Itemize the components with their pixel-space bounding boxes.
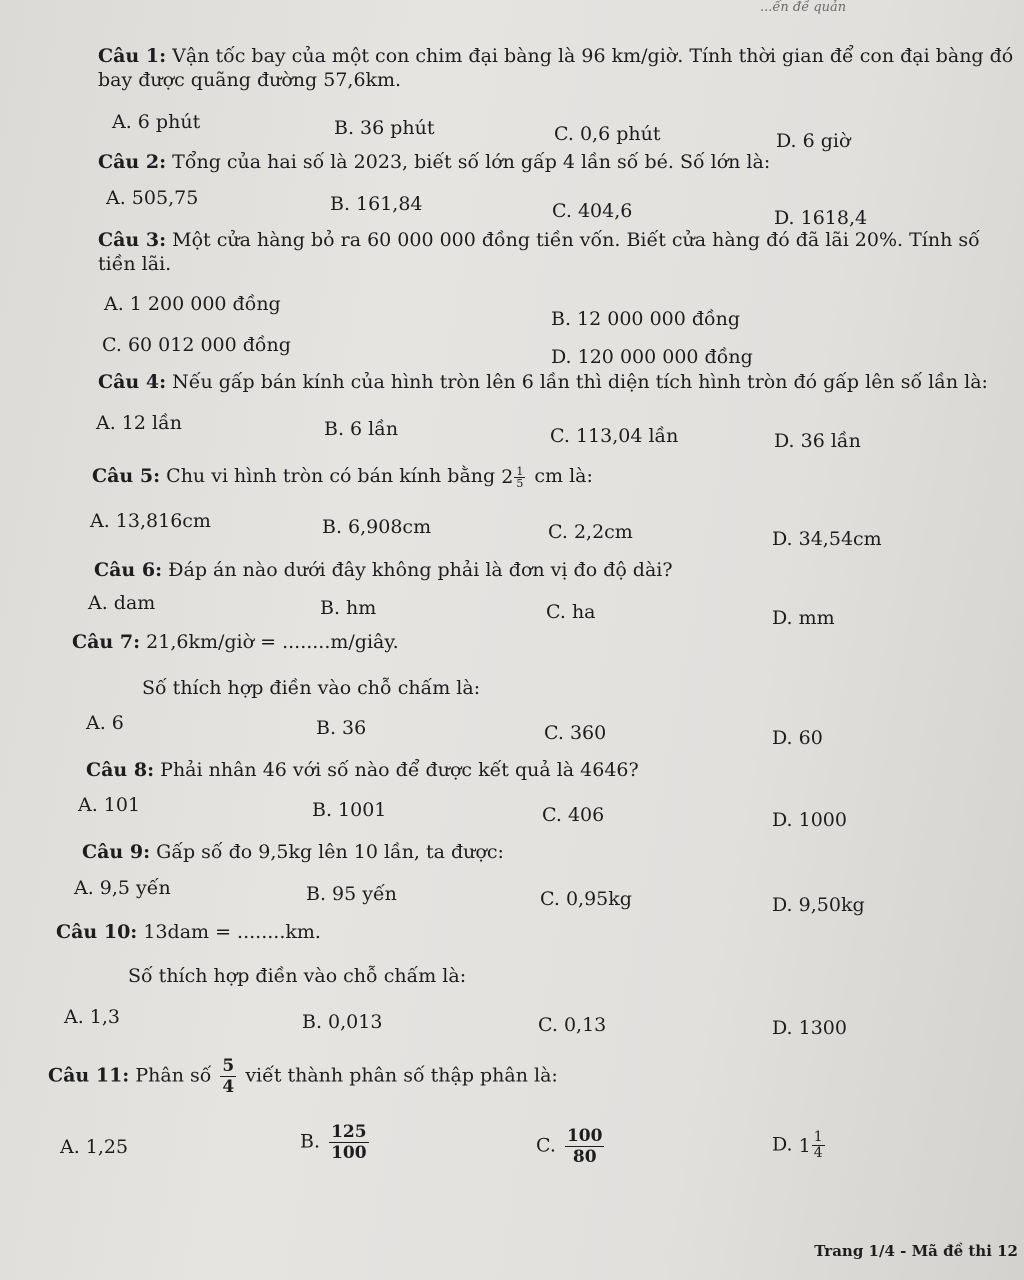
q1-option-c: C. 0,6 phút — [554, 123, 661, 145]
question-7 — [72, 630, 399, 654]
question-7-text: 21,6km/giờ = ........m/giây. — [146, 631, 399, 653]
question-11-text-after: viết thành phân số thập phân là: — [245, 1064, 558, 1087]
question-9-text: Gấp số đo 9,5kg lên 10 lần, ta được: — [156, 841, 504, 863]
q10-option-c: C. 0,13 — [538, 1014, 607, 1036]
q1-option-b: B. 36 phút — [334, 117, 435, 139]
question-5-text-before: Chu vi hình tròn có bán kính bằng — [166, 465, 496, 487]
q8-option-d: D. 1000 — [772, 809, 847, 831]
q8-option-b: B. 1001 — [312, 799, 387, 821]
q9-option-a: A. 9,5 yến — [74, 877, 171, 899]
question-8-label: Câu 8: — [86, 759, 155, 781]
q6-option-d: D. mm — [772, 607, 835, 629]
q10-option-b: B. 0,013 — [302, 1011, 383, 1033]
q6-option-a: A. dam — [88, 592, 156, 614]
question-7-label: Câu 7: — [72, 631, 141, 653]
q6-option-b: B. hm — [320, 597, 377, 619]
question-3 — [98, 228, 1018, 276]
question-6-label: Câu 6: — [94, 559, 163, 581]
q7-option-d: D. 60 — [772, 727, 823, 749]
question-6 — [94, 558, 673, 582]
q2-option-b: B. 161,84 — [330, 193, 423, 215]
q11-option-b: B. $\frac{125}{100}$ — [300, 1122, 367, 1163]
question-10-text: 13dam = ........km. — [143, 921, 321, 943]
q2-option-a: A. 505,75 — [106, 187, 199, 209]
question-3-text: Một cửa hàng bỏ ra 60 000 000 đồng tiền vốn. Biết cửa hàng đó đã lãi 20%. Tính số tiền lãi. — [98, 229, 980, 275]
q6-option-c: C. ha — [546, 601, 596, 623]
question-8-text: Phải nhân 46 với số nào để được kết quả là 4646? — [160, 759, 639, 781]
q7-option-a: A. 6 — [86, 712, 124, 734]
question-6-text: Đáp án nào dưới đây không phải là đơn vị đo độ dài? — [168, 559, 673, 581]
q10-option-a: A. 1,3 — [64, 1006, 121, 1028]
question-11-label: Câu 11: — [48, 1064, 130, 1087]
radius-mixed-number: 2 $\frac{1}{5}$ — [501, 464, 524, 490]
question-1-text: Vận tốc bay của một con chim đại bàng là 96 km/giờ. Tính thời gian để con đại bàng đó bay được quãng đường 57,6km. — [98, 45, 1014, 91]
page-footer: Trang 1/4 - Mã đề thi 12 — [814, 1242, 1018, 1260]
q3-option-c: C. 60 012 000 đồng — [102, 334, 291, 356]
question-11-text-before: Phân số — [135, 1064, 212, 1087]
q4-option-b: B. 6 lần — [324, 418, 399, 440]
q5-option-a: A. 13,816cm — [90, 510, 211, 532]
question-10-label: Câu 10: — [56, 921, 138, 943]
q7-option-c: C. 360 — [544, 722, 607, 744]
q11-option-a: A. 1,25 — [60, 1136, 129, 1158]
q3-option-b: B. 12 000 000 đồng — [551, 308, 741, 330]
question-1 — [98, 44, 1018, 92]
question-9-label: Câu 9: — [82, 841, 151, 863]
question-4-label: Câu 4: — [98, 371, 167, 393]
q8-option-c: C. 406 — [542, 804, 605, 826]
question-7-subprompt: Số thích hợp điền vào chỗ chấm là: — [142, 677, 481, 699]
question-5-label: Câu 5: — [92, 465, 161, 487]
q9-option-b: B. 95 yến — [306, 883, 397, 905]
q5-option-d: D. 34,54cm — [772, 528, 882, 550]
q2-option-d: D. 1618,4 — [774, 207, 868, 229]
q1-option-a: A. 6 phút — [112, 111, 201, 133]
question-4-text: Nếu gấp bán kính của hình tròn lên 6 lần thì diện tích hình tròn đó gấp lên số lần là: — [172, 371, 988, 393]
fraction-5-4: $\frac{5}{4}$ — [222, 1056, 235, 1097]
q4-option-a: A. 12 lần — [96, 412, 182, 434]
question-10-subprompt: Số thích hợp điền vào chỗ chấm là: — [128, 965, 467, 987]
q1-option-d: D. 6 giờ — [776, 130, 851, 152]
q8-option-a: A. 101 — [78, 794, 141, 816]
q11-option-c: C. $\frac{100}{80}$ — [536, 1126, 603, 1167]
q10-option-d: D. 1300 — [772, 1017, 847, 1039]
q4-option-c: C. 113,04 lần — [550, 425, 679, 447]
q11-option-d: D. 1 $\frac{1}{4}$ — [772, 1129, 823, 1161]
q3-option-d: D. 120 000 000 đồng — [551, 346, 753, 368]
question-5-text-after: cm là: — [534, 465, 593, 487]
question-4 — [98, 370, 988, 394]
q3-option-a: A. 1 200 000 đồng — [104, 293, 281, 315]
q9-option-d: D. 9,50kg — [772, 894, 865, 916]
question-2-label: Câu 2: — [98, 151, 167, 173]
q5-option-c: C. 2,2cm — [548, 521, 633, 543]
q2-option-c: C. 404,6 — [552, 200, 633, 222]
question-8 — [86, 758, 639, 782]
q7-option-b: B. 36 — [316, 717, 367, 739]
question-1-label: Câu 1: — [98, 45, 167, 67]
question-2 — [98, 150, 770, 174]
question-9 — [82, 840, 504, 864]
question-11 — [48, 1056, 558, 1097]
q9-option-c: C. 0,95kg — [540, 888, 632, 910]
question-3-label: Câu 3: — [98, 229, 167, 251]
q4-option-d: D. 36 lần — [774, 430, 861, 452]
q5-option-b: B. 6,908cm — [322, 516, 432, 538]
question-5 — [92, 464, 593, 489]
question-10 — [56, 920, 321, 944]
header-scribble: ...ến đề quản — [760, 0, 847, 15]
question-2-text: Tổng của hai số là 2023, biết số lớn gấp 4 lần số bé. Số lớn là: — [172, 151, 771, 173]
